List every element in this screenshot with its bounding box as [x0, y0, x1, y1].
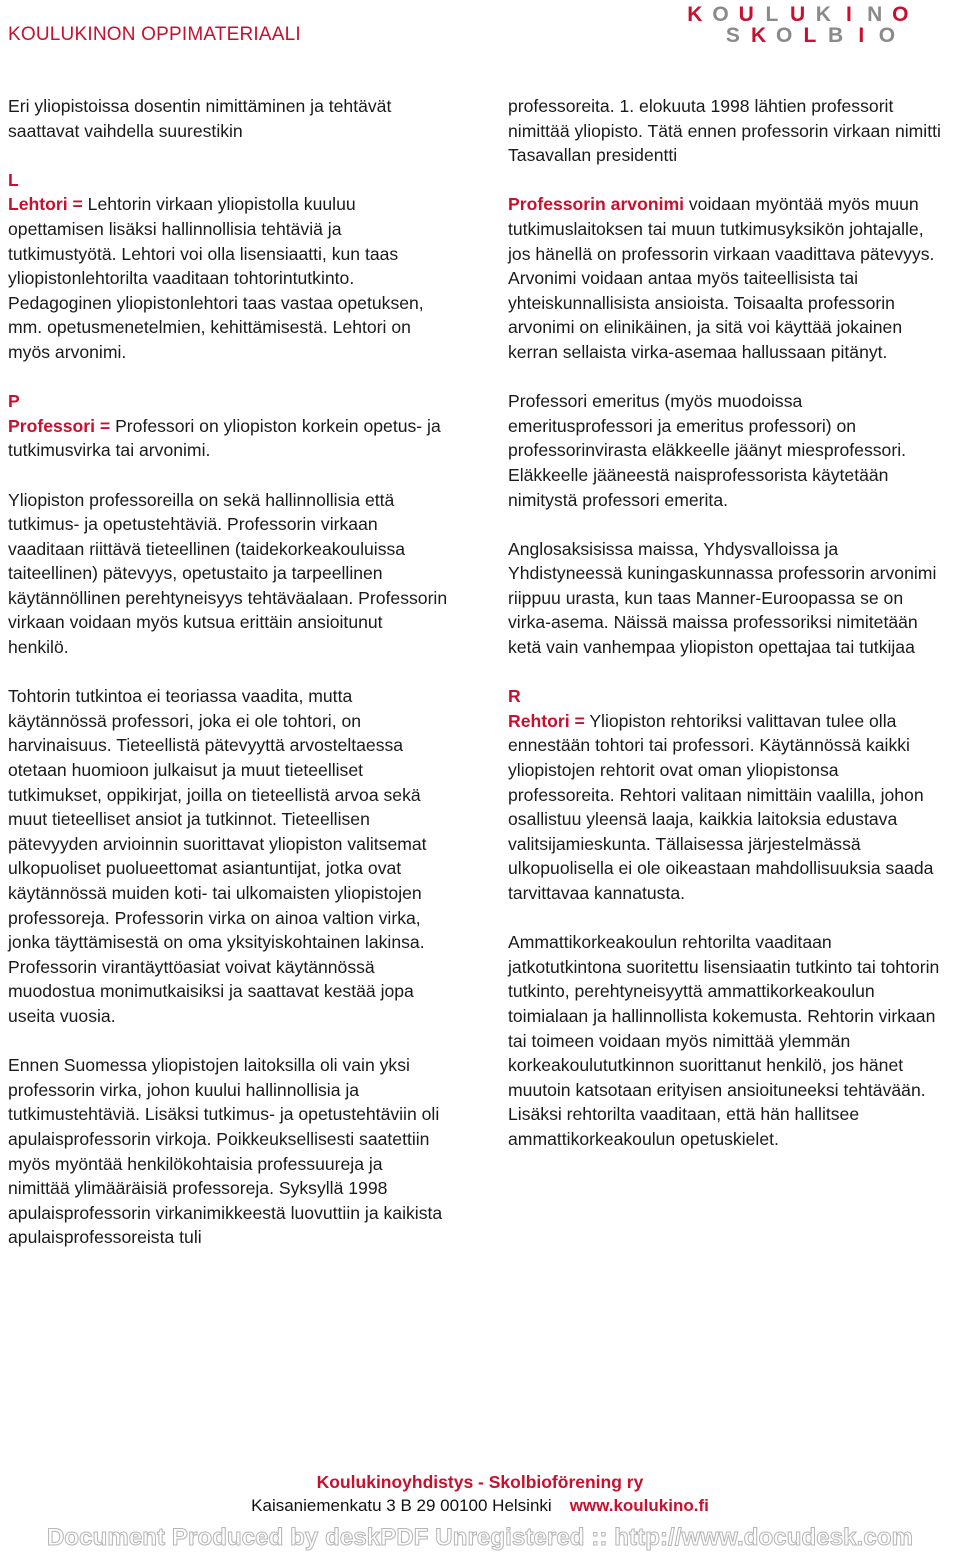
footer-address-line: [0, 1496, 960, 1516]
lehtori-definition: Lehtorin virkaan yliopistolla kuuluu opettamisen lisäksi hallinnollisia tehtäviä ja tutkimustyötä.: [8, 194, 356, 264]
logo-letter: O: [712, 3, 729, 26]
paragraph-continuation: professoreita. 1. elokuuta 1998 lähtien professorit nimittää yliopisto. Tätä ennen professorin virkaan nimitti Tasavallan presidentti: [508, 96, 941, 166]
watermark: Document Produced by deskPDF Unregistered :: http://www.docudesk.com: [46, 1524, 914, 1551]
logo-letter: N: [867, 3, 883, 26]
section-arvonimi: [508, 192, 948, 364]
professori-term: Professori =: [8, 415, 111, 436]
paragraph-ammattikorkeakoulu: Ammattikorkeakoulun rehtorilta vaaditaan jatkotutkintona suoritettu lisensiaatin tutkinto tai tohtorin tutkinto, perehtyneisyyttä ammattikorkeakoulun toimialaan ja hallinnollista kokemusta. Rehtorin virkaan tai toimeen voidaan myös nimittää ylemmän korkeakoulututkinnon suorittanut henkilö, jos hänet muutoin katsotaan erityisen ansioituneeksi tehtävään. Lisäksi rehtorilta vaaditaan, että hän hallitsee ammattikorkeakoulun opetuskielet.: [508, 932, 940, 1149]
paragraph-yliopiston: Yliopiston professoreilla on sekä hallinnollisia että tutkimus- ja opetustehtäviä. Professorin virkaan vaaditaan riittävä tieteellinen (taidekorkeakouluissa taiteellinen) pätevyys, opetustaito ja tarpeellinen käytännöllinen perehtyneisyys tehtäväalaan. Professorin virkaan voidaan myös kutsua erittäin ansioitunut henkilö.: [8, 489, 448, 658]
logo-letter: B: [828, 24, 844, 47]
section-r: [508, 684, 948, 905]
footer-website-link[interactable]: www.koulukino.fi: [569, 1496, 709, 1515]
logo-letter: O: [892, 3, 909, 26]
logo-letter: L: [803, 24, 817, 47]
logo-letter: U: [790, 3, 806, 26]
logo-letter: S: [725, 24, 740, 47]
logo-letter: K: [687, 3, 703, 26]
intro-paragraph: Eri yliopistoissa dosentin nimittäminen ja tehtävät saattavat vaihdella suurestikin: [8, 96, 392, 141]
rehtori-term: Rehtori =: [508, 710, 585, 731]
paragraph-ennen: Ennen Suomessa yliopistojen laitoksilla oli vain yksi professorin virka, johon kuului hallinnollisia ja tutkimustehtäviä. Lisäksi tutkimus- ja opetustehtäviin oli apulaisprofessorin virkoja. Poikkeuksellisesti saatettiin myös myöntää henkilökohtaisia professuureja ja nimittää ylimääräisiä professoreja. Syksyllä 1998 apulaisprofessorin virkanimikkeestä luovuttiin ja kaikista apulaisprofessoreista tuli: [8, 1055, 443, 1248]
logo-letter: L: [765, 3, 779, 26]
logo-row-koulukino: [682, 4, 956, 25]
logo-letter: K: [815, 3, 831, 26]
section-p: [8, 389, 448, 463]
logo-letter: O: [776, 24, 793, 47]
logo-letter: U: [738, 3, 754, 26]
section-letter-l: L: [8, 169, 19, 190]
paragraph-emeritus: Professori emeritus (myös muodoissa emeritusprofessori ja emeritus professori) on professorinvirasta eläkkeelle jäänyt miesprofessori. Eläkkeelle jääneestä naisprofessorista käytetään nimitystä professori emerita.: [508, 391, 906, 510]
logo-letter: K: [750, 24, 767, 47]
logo-letter: O: [878, 24, 896, 47]
left-column: [8, 94, 448, 1275]
section-letter-r: R: [508, 686, 521, 707]
professori-definition: Professori on yliopiston korkein opetus- ja tutkimusvirka tai arvonimi.: [8, 415, 441, 461]
logo-row-skolbio: [682, 25, 956, 46]
logo-letter: I: [858, 24, 865, 47]
logo-letter: I: [846, 3, 852, 26]
footer-address: Kaisaniemenkatu 3 B 29 00100 Helsinki: [251, 1496, 552, 1515]
footer-organization: Koulukinoyhdistys - Skolbioförening ry: [316, 1472, 644, 1492]
arvonimi-definition: voidaan myöntää myös muun tutkimuslaitoksen tai muun tutkimusyksikön johtajalle, jos hänellä on professorin virkaan vaadittava pätevyys. Arvonimi voidaan antaa myös taiteellisista tai yhteiskunnallisista ansioista. Toisaalta professorin arvonimi on elinikäinen, ja sitä voi käyttää jokainen kerran sellaista virka-asemaa hallussaan pitänyt.: [508, 194, 935, 362]
arvonimi-term: Professorin arvonimi: [508, 194, 684, 215]
koulukino-logo: [682, 4, 956, 46]
right-column: [508, 94, 948, 1176]
page-header-title: KOULUKINON OPPIMATERIAALI: [8, 24, 301, 45]
section-letter-p: P: [8, 391, 20, 412]
section-l: [8, 168, 448, 365]
rehtori-definition: Yliopiston rehtoriksi valittavan tulee olla ennestään tohtori tai professori. Käytännössä kaikki yliopistojen rehtorit ovat oman yliopistonsa professoreita. Rehtori valitaan nimittäin vaalilla, johon osallistuu yleensä laaja, kaikkia laitoksia edustava valitsijamieskunta. Tällaisessa järjestelmässä ulkopuolisella ei ole oikeastaan mahdollisuuksia saada tarvittavaa kannatusta.: [508, 710, 934, 903]
lehtori-term: Lehtori =: [8, 194, 83, 215]
paragraph-tohtorin: Tohtorin tutkintoa ei teoriassa vaadita, mutta käytännössä professori, joka ei ole tohtori, on harvinaisuus. Tieteellistä pätevyyttä arvosteltaessa otetaan huomioon julkaisut ja muut tieteelliset tutkimukset, oppikirjat, joilla on tieteellistä arvoa sekä muut tieteelliset ansiot ja tutkinnot. Tieteellisen pätevyyden arvioinnin suorittavat yliopiston valitsemat ulkopuoliset puolueettomat asiantuntijat, jotka ovat käytännössä muiden koti- tai ulkomaisten yliopistojen professoreja. Professorin virka on ainoa valtion virka, jonka täyttämisestä on oma yksityiskohtainen lakinsa. Professorin virantäyttöasiat voivat käytännössä muodostua monimutkaisiksi ja saattavat kestää jopa useita vuosia.: [8, 686, 427, 1026]
lehtori-definition-continued: Lehtori voi olla lisensiaatti, kun taas yliopistonlehtorilta vaaditaan tohtorintutkinto. Pedagoginen yliopistonlehtori taas vastaa opetuksen, mm. opetusmenetelmien, kehittämisestä. Lehtori on myös arvonimi.: [8, 243, 424, 362]
paragraph-anglosaksisissa: Anglosaksisissa maissa, Yhdysvalloissa ja Yhdistyneessä kuningaskunnassa professorin arvonimi riippuu urasta, kun taas Manner-Euroopassa se on virka-asema. Näissä maissa professoriksi nimitetään ketä vain vanhempaa yliopiston opettajaa tai tutkijaa: [508, 538, 937, 658]
